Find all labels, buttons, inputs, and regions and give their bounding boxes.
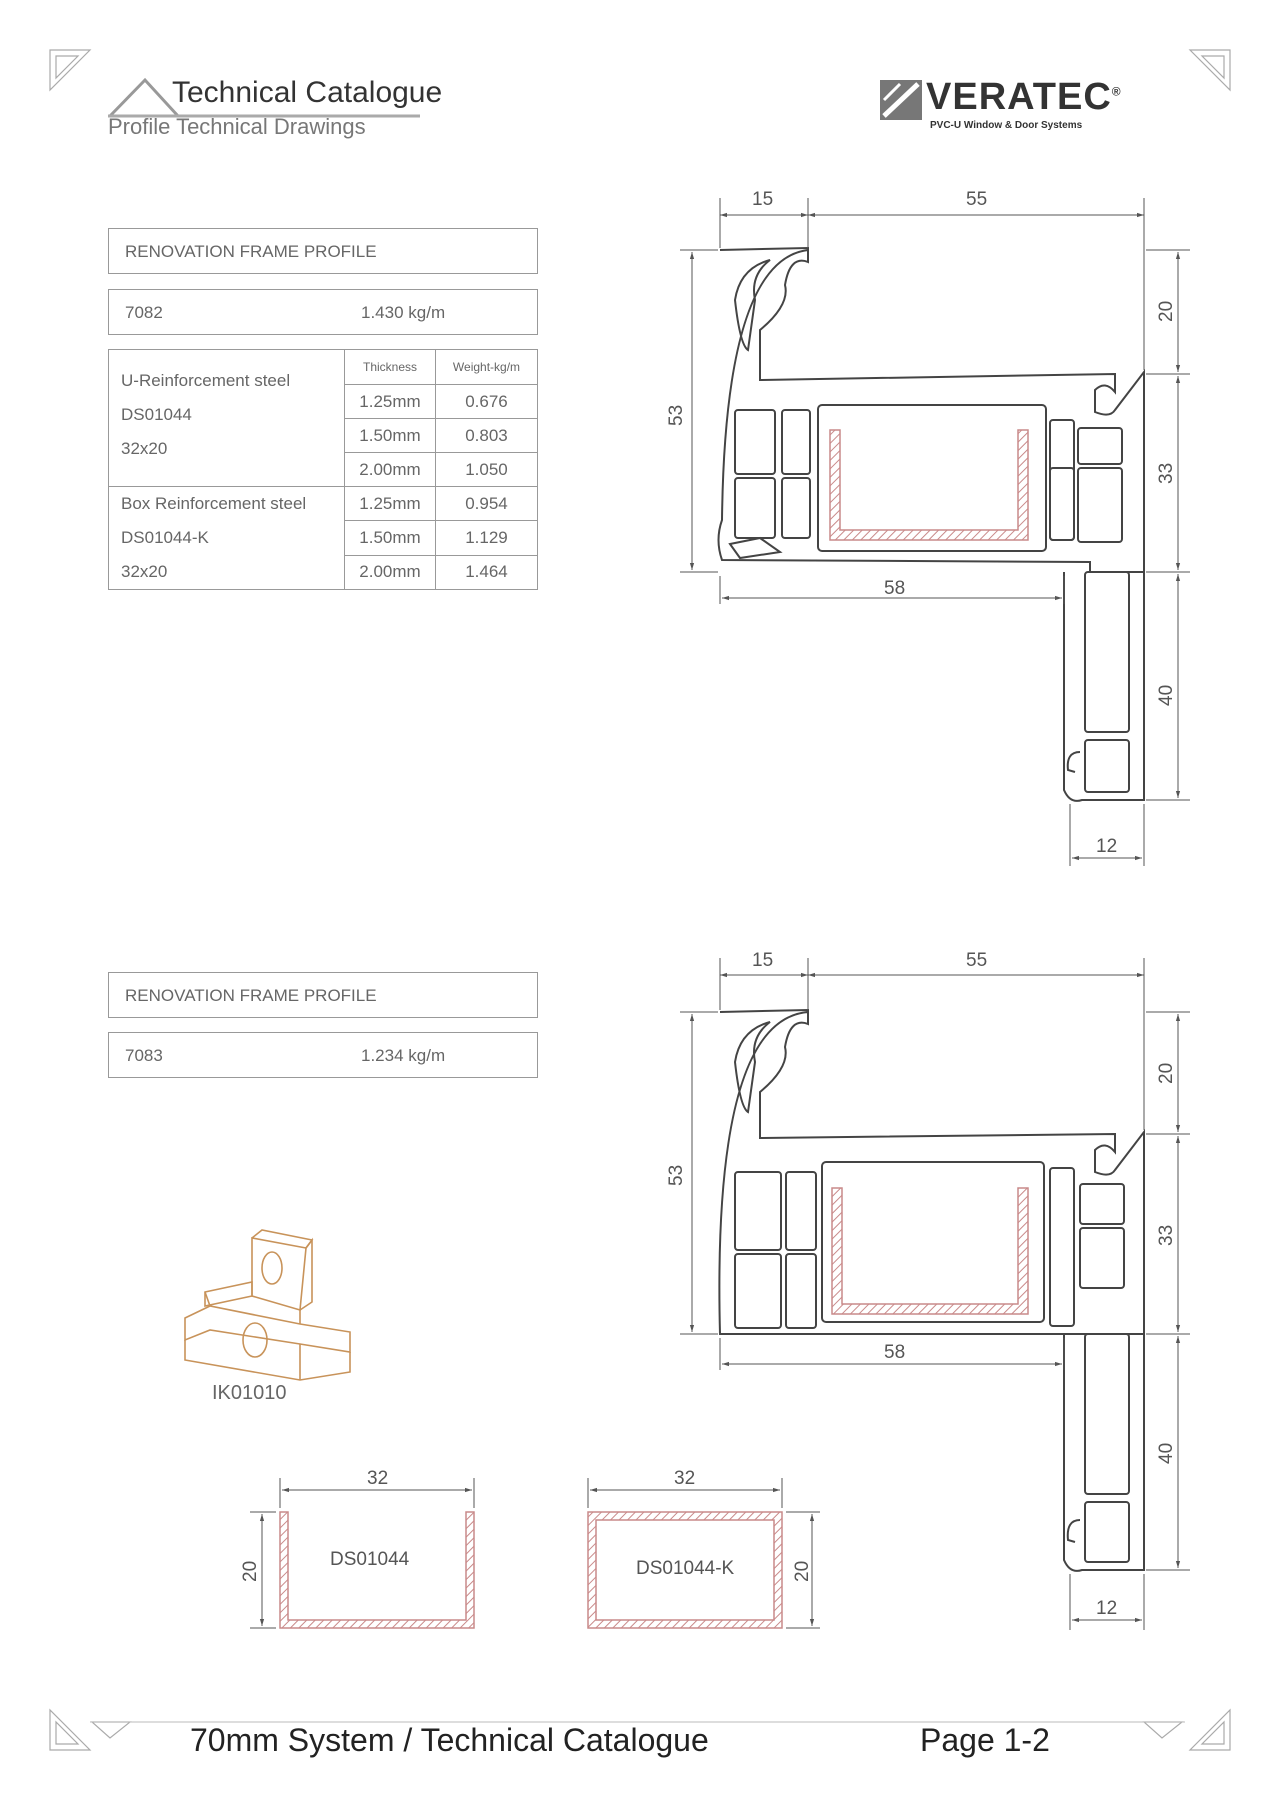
- weight-cell: 1.129: [436, 521, 538, 555]
- box-steel-name: Box Reinforcement steel: [121, 494, 307, 513]
- thickness-cell: 1.25mm: [345, 487, 436, 521]
- dim-7083-bottom: 58: [884, 1342, 906, 1363]
- weight-cell: 0.803: [436, 419, 538, 453]
- ds01044-height: 20: [240, 1560, 261, 1582]
- dim-7082-top-right: 55: [966, 189, 988, 210]
- ds01044k-width: 32: [674, 1468, 696, 1489]
- profile2-weight: 1.234 kg/m: [361, 1046, 446, 1065]
- profile-7083-drawing: [719, 1010, 1144, 1571]
- accessory-ik01010-drawing: [185, 1230, 350, 1380]
- corner-ornament-bl: [50, 1710, 130, 1750]
- accessory-label: IK01010: [212, 1382, 287, 1404]
- col-thickness-header: Thickness: [345, 350, 436, 385]
- u-steel-size: 32x20: [121, 439, 168, 458]
- header-title: Technical Catalogue: [172, 76, 443, 109]
- profile-7082-drawing: [719, 248, 1145, 801]
- brand-tagline: PVC-U Window & Door Systems: [930, 120, 1083, 131]
- dim-7082-right-low: 40: [1156, 684, 1177, 706]
- table-row: [109, 487, 538, 521]
- u-steel-name: U-Reinforcement steel: [121, 371, 291, 390]
- brand-text: VERATEC: [926, 76, 1112, 118]
- dim-7082-right-mid: 33: [1156, 462, 1177, 484]
- col-weight-header: Weight-kg/m: [436, 350, 538, 385]
- box-steel-cell: [109, 487, 345, 590]
- box-steel-code: DS01044-K: [121, 528, 209, 547]
- dim-7083-top-left: 15: [752, 950, 774, 971]
- dim-7083-right-mid: 33: [1156, 1224, 1177, 1246]
- corner-ornament-tl: [50, 50, 90, 90]
- u-steel-cell: [109, 350, 345, 487]
- profile2-name: RENOVATION FRAME PROFILE: [125, 986, 377, 1005]
- profile-7083-dimensions: [680, 958, 1190, 1630]
- dim-7082-right-top: 20: [1156, 300, 1177, 322]
- header-subtitle: Profile Technical Drawings: [108, 114, 366, 139]
- ds01044-label: DS01044: [330, 1549, 410, 1570]
- u-steel-code: DS01044: [121, 405, 192, 424]
- corner-ornament-br: [1144, 1710, 1230, 1750]
- profile2-code: 7083: [125, 1046, 163, 1065]
- profile1-weight: 1.430 kg/m: [361, 303, 446, 322]
- profile1-code-box: [108, 289, 538, 335]
- profile1-code: 7082: [125, 303, 163, 322]
- dim-7082-left: 53: [666, 404, 687, 426]
- profile1-name-box: [108, 228, 538, 274]
- reinforcement-u-7083: [832, 1188, 1028, 1314]
- weight-cell: 1.050: [436, 453, 538, 487]
- weight-cell: 0.954: [436, 487, 538, 521]
- dim-7083-right-low: 40: [1156, 1442, 1177, 1464]
- ds01044k-label: DS01044-K: [636, 1558, 735, 1579]
- dim-7082-bottom: 58: [884, 578, 906, 599]
- profile2-name-box: [108, 972, 538, 1018]
- corner-ornament-tr: [1190, 50, 1230, 90]
- reinforcement-table: [108, 349, 538, 590]
- box-steel-size: 32x20: [121, 562, 168, 581]
- dim-7082-foot: 12: [1096, 836, 1118, 857]
- thickness-cell: 2.00mm: [345, 555, 436, 589]
- dim-7083-foot: 12: [1096, 1598, 1118, 1619]
- profile1-name: RENOVATION FRAME PROFILE: [125, 242, 377, 261]
- ds01044-width: 32: [367, 1468, 389, 1489]
- steel-ds01044k-drawing: [588, 1478, 820, 1628]
- thickness-cell: 1.50mm: [345, 419, 436, 453]
- ds01044k-height: 20: [792, 1560, 813, 1582]
- footer-catalogue-title: 70mm System / Technical Catalogue: [190, 1722, 709, 1758]
- footer-page-number: Page 1-2: [920, 1722, 1050, 1758]
- dim-7083-right-top: 20: [1156, 1062, 1177, 1084]
- dim-7082-top-left: 15: [752, 189, 774, 210]
- thickness-cell: 1.25mm: [345, 385, 436, 419]
- weight-cell: 0.676: [436, 385, 538, 419]
- thickness-cell: 1.50mm: [345, 521, 436, 555]
- dim-7083-top-right: 55: [966, 950, 988, 971]
- veratec-logo-mark: [880, 80, 922, 120]
- dim-7083-left: 53: [666, 1164, 687, 1186]
- brand-registered-mark: ®: [1111, 84, 1122, 99]
- brand-name: [926, 76, 1122, 119]
- weight-cell: 1.464: [436, 555, 538, 589]
- profile2-code-box: [108, 1032, 538, 1078]
- thickness-cell: 2.00mm: [345, 453, 436, 487]
- reinforcement-u-7082: [830, 430, 1028, 540]
